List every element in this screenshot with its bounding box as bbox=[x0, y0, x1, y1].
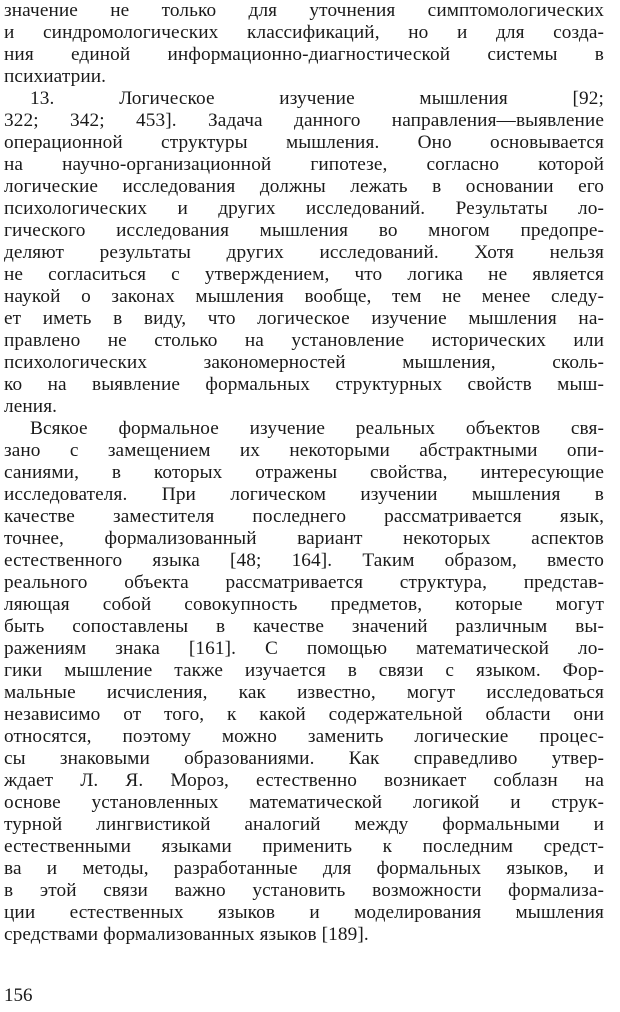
text-line: точнее, формализованный вариант некоторых аспектов bbox=[4, 528, 604, 549]
body-text bbox=[4, 0, 604, 946]
text-line: мальные исчисления, как известно, могут исследоваться bbox=[4, 682, 604, 703]
text-line: исследователя. При логическом изучении мышления в bbox=[4, 484, 604, 505]
text-line: гического исследования мышления во многом предопре- bbox=[4, 220, 604, 241]
text-line: сы знаковыми образованиями. Как справедливо утвер- bbox=[4, 748, 604, 769]
text-line: естественного языка [48; 164]. Таким образом, вместо bbox=[4, 550, 604, 571]
text-line: правлено не столько на установление исторических или bbox=[4, 330, 604, 351]
text-line: наукой о законах мышления вообще, тем не менее следу- bbox=[4, 286, 604, 307]
text-line: и синдромологических классификаций, но и для созда- bbox=[4, 22, 604, 43]
text-line: реального объекта рассматривается структура, представ- bbox=[4, 572, 604, 593]
text-line: основе установленных математической логикой и струк- bbox=[4, 792, 604, 813]
text-line: ждает Л. Я. Мороз, естественно возникает соблазн на bbox=[4, 770, 604, 791]
text-line: турной лингвистикой аналогий между формальными и bbox=[4, 814, 604, 835]
text-line: средствами формализованных языков [189]. bbox=[4, 924, 369, 945]
text-line: 13. Логическое изучение мышления [92; bbox=[30, 88, 604, 109]
text-line: на научно-организационной гипотезе, согласно которой bbox=[4, 154, 604, 175]
text-line: зано с замещением их некоторыми абстрактными опи- bbox=[4, 440, 604, 461]
text-line: быть сопоставлены в качестве значений различным вы- bbox=[4, 616, 604, 637]
text-line: ко на выявление формальных структурных свойств мыш- bbox=[4, 374, 604, 395]
text-line: логические исследования должны лежать в основании его bbox=[4, 176, 604, 197]
text-line: не согласиться с утверждением, что логика не является bbox=[4, 264, 604, 285]
text-line: ет иметь в виду, что логическое изучение мышления на- bbox=[4, 308, 604, 329]
text-line: независимо от того, к какой содержательной области они bbox=[4, 704, 604, 725]
text-line: относятся, поэтому можно заменить логические процес- bbox=[4, 726, 604, 747]
text-line: значение не только для уточнения симптомологических bbox=[4, 0, 604, 21]
text-line: ния единой информационно-диагностической системы в bbox=[4, 44, 604, 65]
text-line: качестве заместителя последнего рассматривается язык, bbox=[4, 506, 604, 527]
text-line: ражениям знака [161]. С помощью математической ло- bbox=[4, 638, 604, 659]
text-line: деляют результаты других исследований. Хотя нельзя bbox=[4, 242, 604, 263]
text-line: естественными языками применить к последним средст- bbox=[4, 836, 604, 857]
text-line: гики мышление также изучается в связи с языком. Фор- bbox=[4, 660, 604, 681]
text-line: в этой связи важно установить возможности формализа- bbox=[4, 880, 604, 901]
text-line: Всякое формальное изучение реальных объектов свя- bbox=[30, 418, 604, 439]
text-line: психологических закономерностей мышления, сколь- bbox=[4, 352, 604, 373]
text-line: саниями, в которых отражены свойства, интересующие bbox=[4, 462, 604, 483]
text-line: 322; 342; 453]. Задача данного направления—выявление bbox=[4, 110, 604, 131]
text-line: психологических и других исследований. Результаты ло- bbox=[4, 198, 604, 219]
text-line: ления. bbox=[4, 396, 58, 417]
text-line: ва и методы, разработанные для формальных языков, и bbox=[4, 858, 604, 879]
text-line: психиатрии. bbox=[4, 66, 107, 87]
text-line: ции естественных языков и моделирования мышления bbox=[4, 902, 604, 923]
text-line: операционной структуры мышления. Оно основывается bbox=[4, 132, 604, 153]
page-number: 156 bbox=[4, 985, 33, 1006]
text-line: ляющая собой совокупность предметов, которые могут bbox=[4, 594, 604, 615]
